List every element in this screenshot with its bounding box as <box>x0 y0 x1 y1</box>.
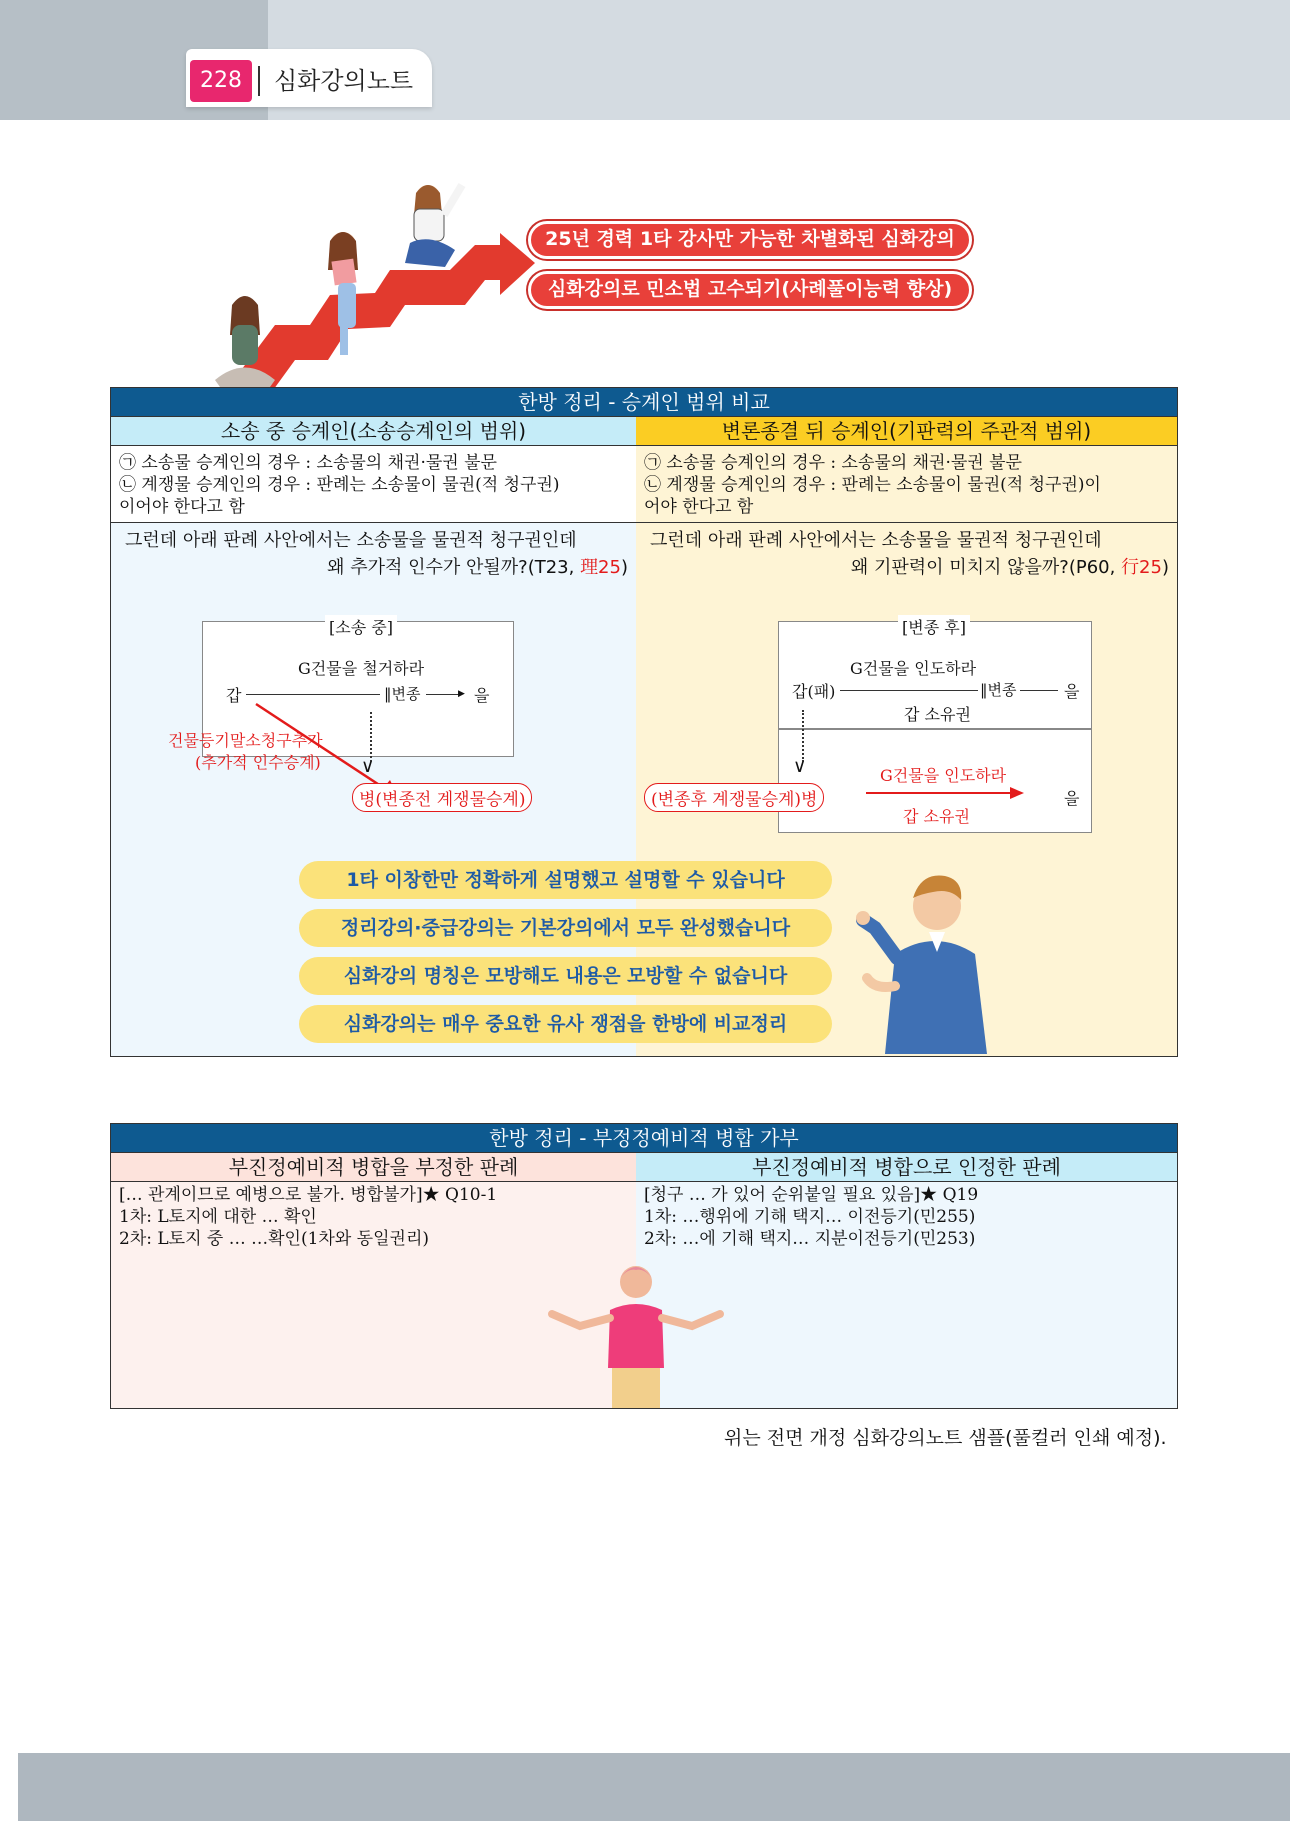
right-rule-text <box>636 445 1177 522</box>
left-rule-item-2: ㉡ 계쟁물 승계인의 경우 : 판례는 소송물이 물권(적 청구권) <box>119 475 560 495</box>
right-diagram-dotted-line <box>802 710 804 762</box>
arrow-right-icon: ▶ <box>458 689 465 699</box>
header-divider <box>258 66 260 96</box>
footer-note: 위는 전면 개정 심화강의노트 샘플(풀컬러 인쇄 예정). <box>724 1427 1167 1449</box>
right-diagram-ownership: 갑 소유권 <box>904 705 971 724</box>
table-title: 한방 정리 - 승계인 범위 비교 <box>111 388 1177 416</box>
table2-left-line-3: 2차: L토지 중 … …확인(1차와 동일권리) <box>119 1229 429 1249</box>
pointing-man-illustration <box>855 858 1005 1054</box>
left-column-header: 소송 중 승계인(소송승계인의 범위) <box>111 416 636 445</box>
right-diagram-line <box>840 690 978 691</box>
left-diagram-note-1: 건물등기말소청구추가 <box>168 731 323 750</box>
table2-right-text <box>636 1181 1177 1252</box>
right-diagram-result: (변종후 계쟁물승계)병 <box>644 783 824 812</box>
section-title: 심화강의노트 <box>274 67 414 95</box>
table2-title: 한방 정리 - 부정정예비적 병합 가부 <box>111 1124 1177 1152</box>
left-diagram-order: G건물을 철거하라 <box>298 659 425 678</box>
table2-right-line-2: 1차: …행위에 기해 택지… 이전등기(민255) <box>644 1207 976 1227</box>
left-diagram-label: [소송 중] <box>325 615 397 638</box>
table2-left-line-2: 1차: L토지에 대한 … 확인 <box>119 1207 317 1227</box>
right-diagram-ownership-2: 갑 소유권 <box>903 807 970 826</box>
left-rule-item-1: ㉠ 소송물 승계인의 경우 : 소송물의 채권·물권 불문 <box>119 453 497 473</box>
table2-right-line-1: [청구 … 가 있어 순위붙일 필요 있음]★ Q19 <box>644 1185 979 1205</box>
table2-right-header: 부진정예비적 병합으로 인정한 판례 <box>636 1152 1177 1181</box>
red-right-arrow <box>866 786 1026 800</box>
left-diagram-event: ‖변종 <box>384 685 421 703</box>
highlight-pill-2: 정리강의·중급강의는 기본강의에서 모두 완성했습니다 <box>299 909 832 947</box>
left-rule-item-2b: 이어야 한다고 함 <box>119 497 245 517</box>
right-rule-item-2b: 어야 한다고 함 <box>644 497 754 517</box>
right-diagram-party-a: 갑(패) <box>792 682 836 701</box>
banner-line-1: 25년 경력 1타 강사만 가능한 차별화된 심화강의 <box>528 221 972 259</box>
left-question <box>111 522 636 581</box>
page-number: 228 <box>190 60 252 102</box>
right-diagram-label: [변종 후] <box>898 615 970 638</box>
right-diagram-event: ‖변종 <box>980 681 1017 699</box>
right-diagram-party-b-2: 을 <box>1064 789 1080 808</box>
left-rule-text <box>111 445 636 522</box>
right-question-line-1: 그런데 아래 판례 사안에서는 소송물을 물권적 청구권인데 <box>650 530 1102 551</box>
table2-left-header: 부진정예비적 병합을 부정한 판례 <box>111 1152 636 1181</box>
right-diagram-arrow <box>1020 690 1058 691</box>
right-column-header: 변론종결 뒤 승계인(기판력의 주관적 범위) <box>636 416 1177 445</box>
left-question-ref: 理25 <box>580 557 621 578</box>
banner-line-2: 심화강의로 민소법 고수되기(사례풀이능력 향상) <box>528 271 972 309</box>
right-diagram-order-2: G건물을 인도하라 <box>880 766 1007 785</box>
students-stairs-illustration <box>200 175 540 415</box>
left-diagram-line <box>246 694 380 695</box>
highlight-pill-1: 1타 이창한만 정확하게 설명했고 설명할 수 있습니다 <box>299 861 832 899</box>
left-question-line-2: 왜 추가적 인수가 안될까?(T23, 理25) <box>327 557 628 578</box>
table2-right-line-3: 2차: …에 기해 택지… 지분이전등기(민253) <box>644 1229 976 1249</box>
right-diagram-order: G건물을 인도하라 <box>850 659 977 678</box>
shrugging-woman-illustration <box>540 1260 730 1408</box>
right-diagram-party-b: 을 <box>1064 682 1080 701</box>
right-question <box>636 522 1177 581</box>
left-diagram-arrow <box>426 694 462 695</box>
left-diagram-party-a: 갑 <box>226 686 242 705</box>
right-question-ref: 行25 <box>1121 557 1162 578</box>
left-diagram-note-2: (추가적 인수승계) <box>195 753 321 772</box>
highlight-pill-3: 심화강의 명칭은 모방해도 내용은 모방할 수 없습니다 <box>299 957 832 995</box>
highlight-pill-4: 심화강의는 매우 중요한 유사 쟁점을 한방에 비교정리 <box>299 1005 832 1043</box>
footer-band <box>18 1753 1290 1821</box>
left-question-line-1: 그런데 아래 판례 사안에서는 소송물을 물권적 청구권인데 <box>125 530 577 551</box>
student-cheering-icon <box>405 185 462 267</box>
chevron-down-icon: ∨ <box>361 756 375 777</box>
chevron-down-icon: ∨ <box>793 756 807 777</box>
left-diagram-result: 병(변종전 계쟁물승계) <box>352 783 532 812</box>
left-diagram-party-b: 을 <box>474 686 490 705</box>
right-rule-item-1: ㉠ 소송물 승계인의 경우 : 소송물의 채권·물권 불문 <box>644 453 1022 473</box>
right-question-line-2: 왜 기판력이 미치지 않을까?(P60, 行25) <box>850 557 1169 578</box>
table2-left-line-1: [… 관계이므로 예병으로 불가. 병합불가]★ Q10-1 <box>119 1185 498 1205</box>
right-rule-item-2: ㉡ 계쟁물 승계인의 경우 : 판례는 소송물이 물권(적 청구권)이 <box>644 475 1101 495</box>
table2-left-text <box>111 1181 636 1252</box>
